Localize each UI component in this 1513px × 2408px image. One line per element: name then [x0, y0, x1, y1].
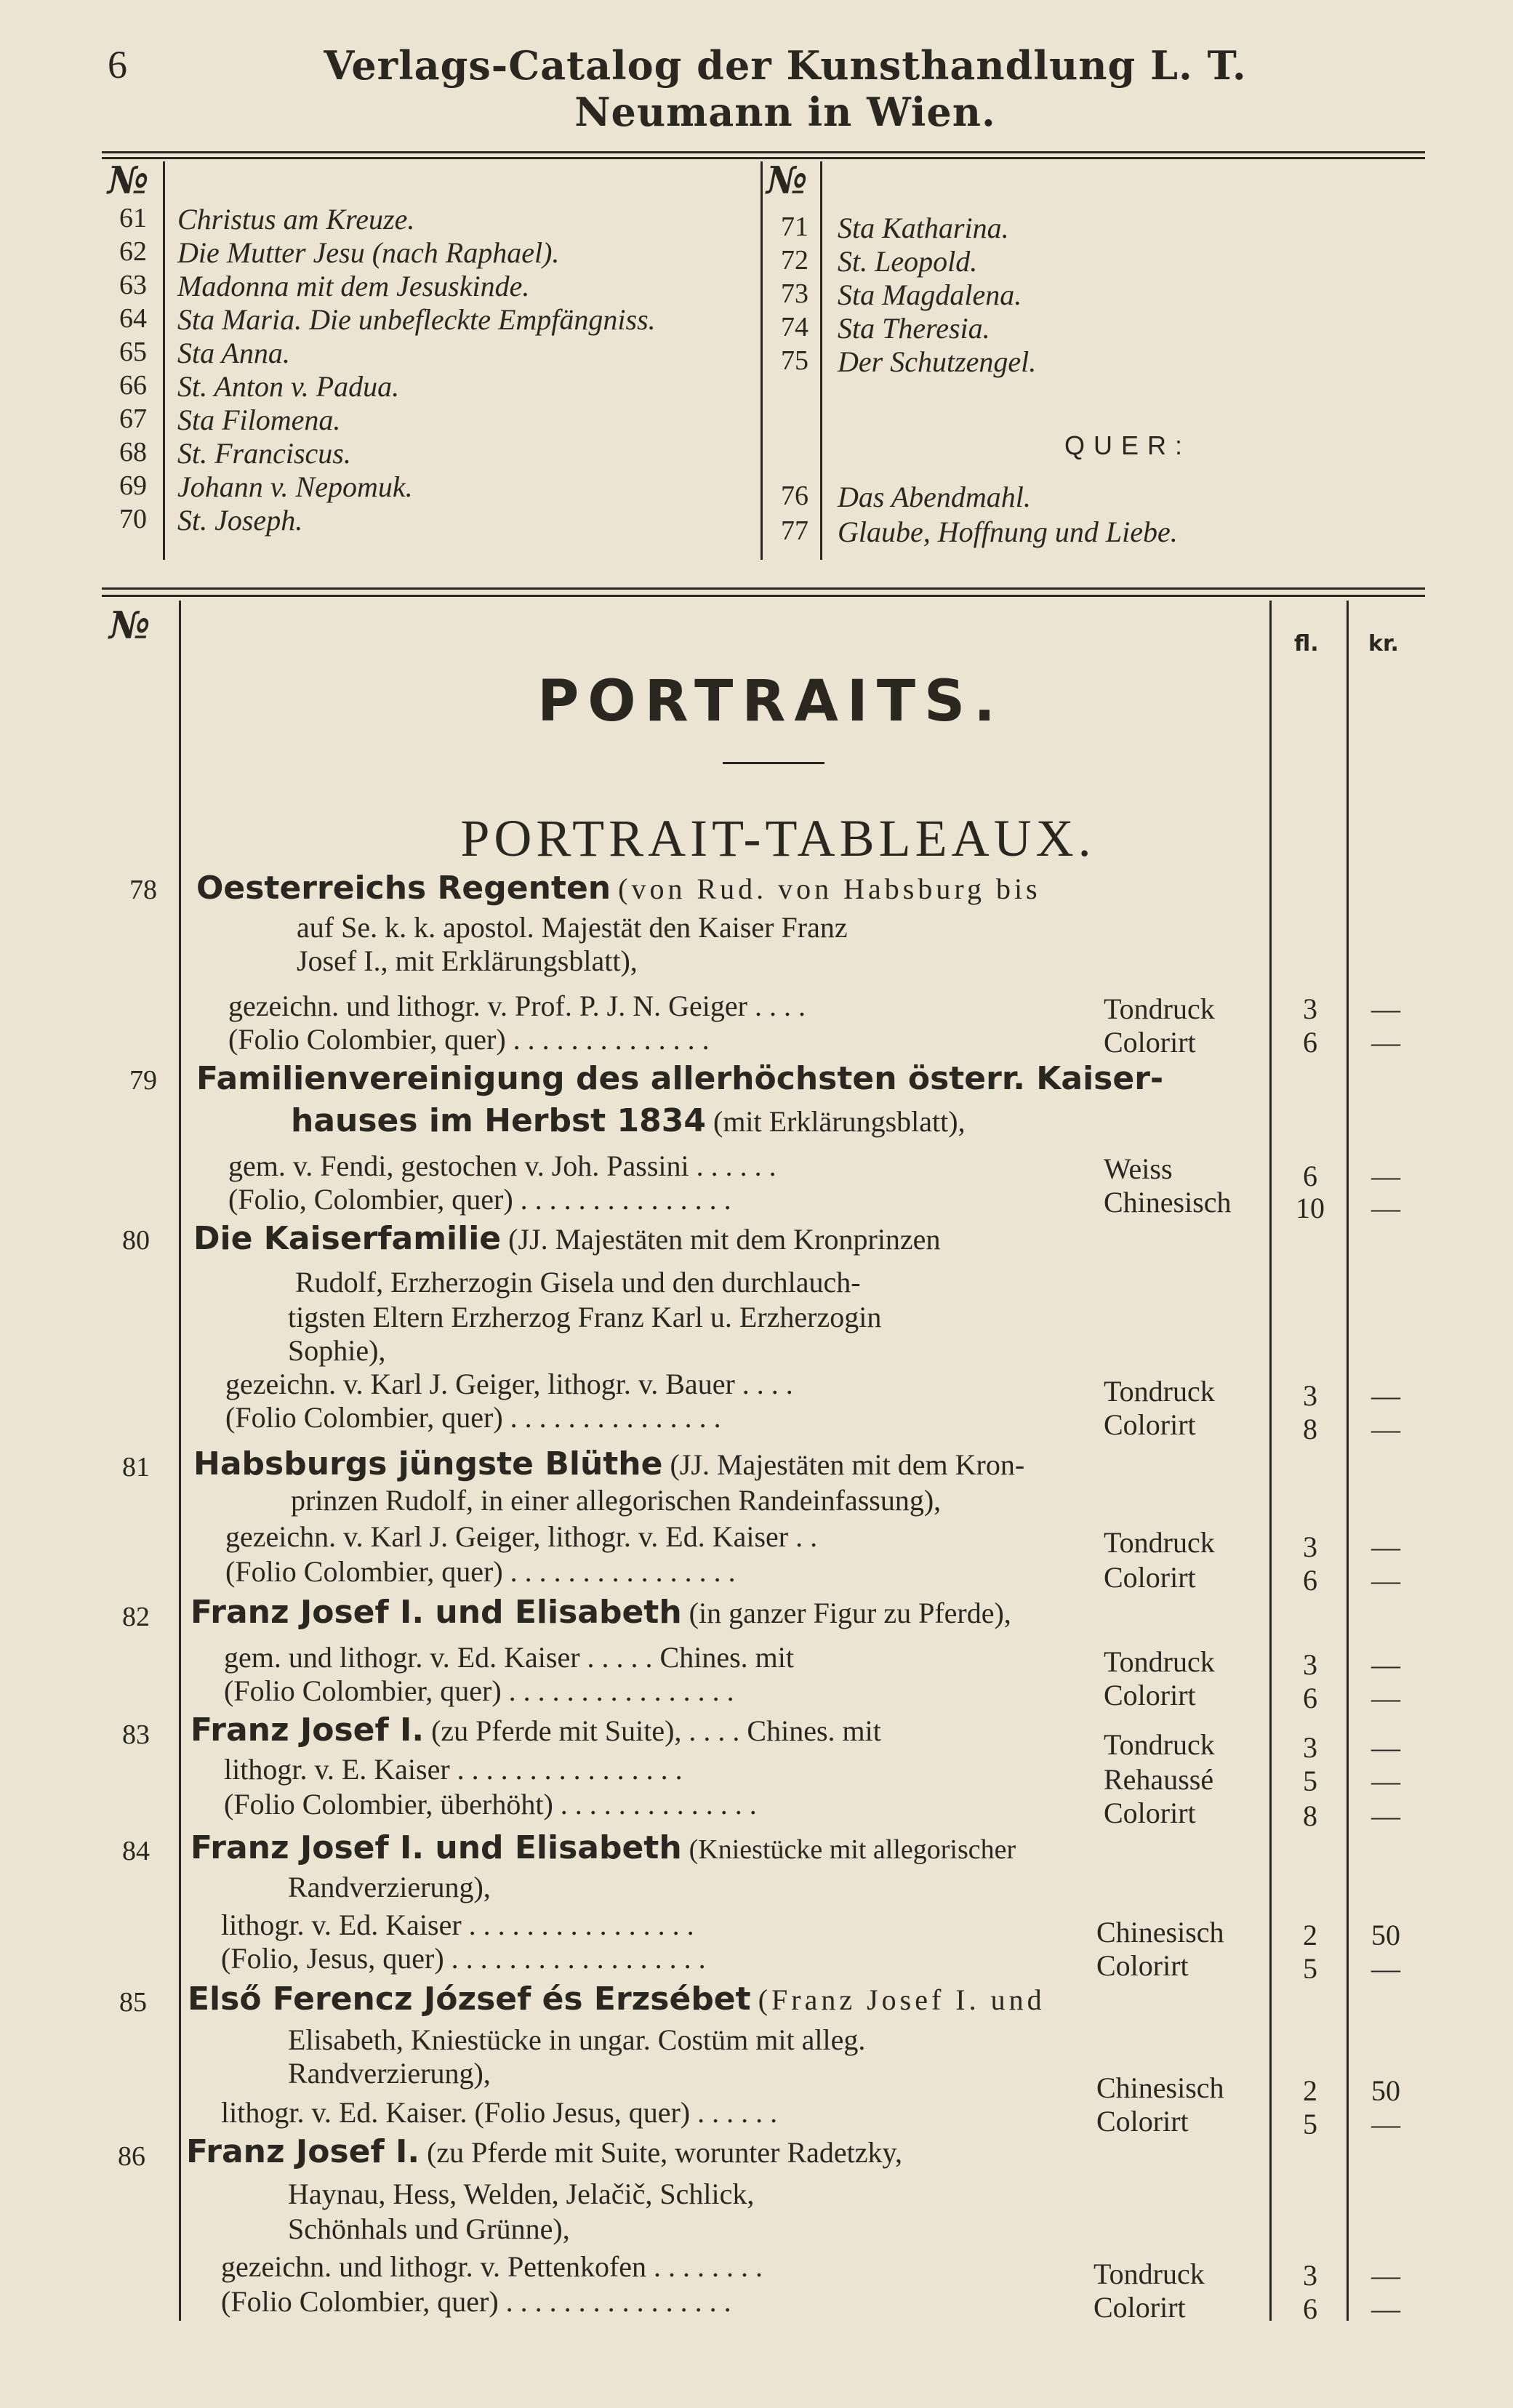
entry-text: Randverzierung), [288, 2057, 491, 2090]
price-kr: — [1371, 1413, 1400, 1445]
catalog-top-rule [102, 587, 1425, 590]
index-left-num-divider [163, 161, 165, 560]
price-fl: 3 [1303, 2259, 1317, 2292]
entry-text: (JJ. Majestäten mit dem Kron- [670, 1448, 1025, 1481]
variant-label: Chinesisch [1096, 1916, 1224, 1949]
entry-text: (mit Erklärungsblatt), [713, 1105, 966, 1138]
entry-line [190, 1594, 1011, 1631]
entry-title: Franz Josef I. [190, 1711, 425, 1749]
entry-text: prinzen Rudolf, in einer allegorischen Randeinfassung), [291, 1484, 942, 1517]
price-fl: 8 [1303, 1799, 1317, 1832]
entry-line [186, 2133, 902, 2170]
entry-number: 82 [122, 1602, 150, 1632]
index-title: Das Abendmahl. [838, 481, 1031, 513]
entry-text: (zu Pferde mit Suite), . . . . Chines. mit [431, 1714, 881, 1747]
variant-label: Colorirt [1104, 1408, 1196, 1441]
entry-number: 84 [122, 1836, 150, 1866]
variant-label: Colorirt [1104, 1026, 1196, 1059]
price-fl: 3 [1303, 1648, 1317, 1681]
index-title: Sta Maria. Die unbefleckte Empfängniss. [177, 303, 656, 336]
price-fl: 3 [1303, 1379, 1317, 1412]
entry-title: Habsburgs jüngste Blüthe [193, 1445, 663, 1482]
entry-text: gezeichn. v. Karl J. Geiger, lithogr. v. Ed. Kaiser . . [225, 1520, 818, 1553]
index-num: 75 [781, 345, 808, 376]
variant-label: Chinesisch [1104, 1186, 1232, 1219]
variant-label: Colorirt [1093, 2291, 1186, 2324]
entry-text: (Folio, Jesus, quer) . . . . . . . . . . . . . . . . . . [221, 1942, 706, 1975]
index-num: 74 [781, 312, 808, 342]
entry-title: Franz Josef I. [186, 2133, 420, 2170]
index-num: 67 [119, 404, 147, 434]
index-right-no-label: № [766, 158, 808, 203]
entry-number: 79 [129, 1065, 157, 1096]
index-num: 72 [781, 245, 808, 276]
entry-title: Familienvereinigung des allerhöchsten österr. Kaiser- [196, 1060, 1164, 1097]
catalog-top-rule-2 [102, 595, 1425, 597]
price-fl: 3 [1303, 992, 1317, 1025]
entry-text: (Folio Colombier, quer) . . . . . . . . . . . . . . . . [224, 1674, 734, 1707]
index-num: 76 [781, 481, 808, 511]
entry-text: (in ganzer Figur zu Pferde), [689, 1597, 1011, 1629]
price-kr: — [1371, 2259, 1400, 2292]
entry-text: Josef I., mit Erklärungsblatt), [297, 944, 638, 977]
index-num: 71 [781, 212, 808, 242]
entry-line [196, 1060, 1163, 1097]
index-title: Sta Magdalena. [838, 278, 1022, 311]
entry-number: 86 [118, 2141, 145, 2172]
index-title: Johann v. Nepomuk. [177, 470, 413, 503]
entry-text: Randverzierung), [288, 1871, 491, 1903]
price-kr: — [1371, 1799, 1400, 1832]
entry-text: Sophie), [288, 1334, 386, 1367]
price-kr: — [1371, 1026, 1400, 1059]
col-head-kr: kr. [1368, 631, 1399, 657]
entry-text: Elisabeth, Kniestücke in ungar. Costüm mit alleg. [288, 2023, 866, 2056]
entry-number: 78 [129, 875, 157, 905]
page-header-title: Verlags-Catalog der Kunsthandlung L. T. Neumann in Wien. [324, 42, 1247, 135]
index-num: 64 [119, 303, 147, 334]
entry-text: (zu Pferde mit Suite, worunter Radetzky, [427, 2136, 902, 2169]
entry-text: gezeichn. v. Karl J. Geiger, lithogr. v. Bauer . . . . [225, 1368, 793, 1400]
entry-text: (Franz Josef I. und [758, 1983, 1046, 2016]
catalog-fl-divider [1269, 601, 1272, 2321]
variant-label: Weiss [1104, 1152, 1173, 1185]
index-title: Sta Katharina. [838, 212, 1009, 244]
price-fl: 6 [1303, 1682, 1317, 1714]
index-left-no-label: № [108, 158, 149, 203]
price-kr: — [1371, 1952, 1400, 1985]
variant-label: Tondruck [1104, 1728, 1215, 1761]
price-kr: — [1371, 1731, 1400, 1764]
price-kr: — [1371, 992, 1400, 1025]
index-num: 63 [119, 270, 147, 300]
entry-line [190, 1711, 881, 1749]
index-title: Madonna mit dem Jesuskinde. [177, 270, 530, 302]
variant-label: Colorirt [1104, 1679, 1196, 1711]
index-num: 61 [119, 203, 147, 233]
variant-label: Tondruck [1104, 1526, 1215, 1559]
quer-label: QUER: [1064, 430, 1192, 460]
index-title: Glaube, Hoffnung und Liebe. [838, 515, 1178, 548]
index-num: 77 [781, 515, 808, 546]
entry-text: Rudolf, Erzherzogin Gisela und den durchlauch- [295, 1266, 861, 1299]
entry-text: (Folio Colombier, quer) . . . . . . . . . . . . . . . . [221, 2285, 731, 2318]
variant-label: Tondruck [1104, 992, 1215, 1025]
page-number: 6 [108, 43, 127, 87]
index-num: 73 [781, 278, 808, 309]
index-title: Sta Filomena. [177, 404, 341, 436]
price-kr: — [1371, 1530, 1400, 1563]
index-right-num-divider [820, 161, 822, 560]
entry-text: tigsten Eltern Erzherzog Franz Karl u. Erzherzogin [288, 1301, 882, 1333]
entry-title: hauses im Herbst 1834 [291, 1102, 706, 1139]
index-top-rule [102, 151, 1425, 153]
entry-line [193, 1220, 940, 1257]
entry-text: (Folio Colombier, quer) . . . . . . . . . . . . . . . [225, 1401, 721, 1434]
price-fl: 2 [1303, 2074, 1317, 2107]
price-kr: — [1371, 1765, 1400, 1797]
entry-text: (von Rud. von Habsburg bis [618, 872, 1041, 905]
price-fl: 10 [1296, 1192, 1325, 1224]
entry-text: (Folio Colombier, überhöht) . . . . . . . . . . . . . . [224, 1788, 757, 1821]
variant-label: Colorirt [1096, 2105, 1189, 2138]
index-title: Sta Anna. [177, 337, 290, 369]
index-num: 62 [119, 236, 147, 267]
entry-number: 80 [122, 1225, 150, 1256]
price-kr: — [1371, 2108, 1400, 2140]
price-fl: 5 [1303, 2108, 1317, 2140]
entry-line [188, 1980, 1046, 2018]
price-fl: 8 [1303, 1413, 1317, 1445]
price-kr: — [1371, 1682, 1400, 1714]
price-kr: — [1371, 1379, 1400, 1412]
entry-title: Első Ferencz József és Erzsébet [188, 1980, 751, 2018]
entry-title: Franz Josef I. und Elisabeth [190, 1594, 682, 1631]
subsection-title: PORTRAIT-TABLEAUX. [460, 809, 1096, 867]
variant-label: Rehaussé [1104, 1763, 1214, 1796]
index-top-rule-2 [102, 157, 1425, 159]
entry-line [291, 1102, 966, 1139]
entry-text: (Folio Colombier, quer) . . . . . . . . . . . . . . . . [225, 1555, 736, 1588]
price-fl: 6 [1303, 1160, 1317, 1192]
entry-number: 81 [122, 1452, 150, 1482]
variant-label: Colorirt [1104, 1561, 1196, 1594]
entry-text: lithogr. v. Ed. Kaiser . . . . . . . . . . . . . . . . [221, 1909, 694, 1941]
price-kr: — [1371, 2292, 1400, 2325]
price-kr: — [1371, 1192, 1400, 1224]
index-title: St. Leopold. [838, 245, 978, 278]
price-fl: 2 [1303, 1919, 1317, 1951]
entry-title: Oesterreichs Regenten [196, 870, 611, 907]
index-title: Christus am Kreuze. [177, 203, 415, 236]
index-num: 69 [119, 470, 147, 501]
variant-label: Colorirt [1096, 1949, 1189, 1982]
price-kr: — [1371, 1648, 1400, 1681]
entry-text: Schönhals und Grünne), [288, 2212, 570, 2245]
price-fl: 6 [1303, 1564, 1317, 1597]
entry-title: Die Kaiserfamilie [193, 1220, 502, 1257]
entry-text: auf Se. k. k. apostol. Majestät den Kaiser Franz [297, 911, 848, 944]
price-fl: 3 [1303, 1530, 1317, 1563]
entry-text: (JJ. Majestäten mit dem Kronprinzen [508, 1223, 941, 1256]
section-title: PORTRAITS. [537, 669, 1004, 734]
section-divider [723, 762, 824, 764]
variant-label: Colorirt [1104, 1797, 1196, 1829]
catalog-no-label: № [109, 603, 151, 648]
price-fl: 3 [1303, 1731, 1317, 1764]
price-kr: 50 [1371, 1919, 1400, 1951]
col-head-fl: fl. [1294, 631, 1319, 657]
price-fl: 6 [1303, 2292, 1317, 2325]
index-title: St. Anton v. Padua. [177, 370, 400, 403]
entry-text: gezeichn. und lithogr. v. Pettenkofen . . . . . . . . [221, 2250, 763, 2283]
index-title: St. Joseph. [177, 504, 303, 537]
variant-label: Tondruck [1104, 1645, 1215, 1678]
index-num: 66 [119, 370, 147, 401]
price-kr: — [1371, 1160, 1400, 1192]
catalog-kr-divider [1347, 601, 1349, 2321]
entry-number: 85 [119, 1987, 147, 2018]
index-title: Die Mutter Jesu (nach Raphael). [177, 236, 560, 269]
entry-text: Haynau, Hess, Welden, Jelačič, Schlick, [288, 2178, 755, 2210]
entry-text: gem. v. Fendi, gestochen v. Joh. Passini . . . . . . [228, 1149, 776, 1182]
index-title: St. Franciscus. [177, 437, 351, 470]
price-fl: 5 [1303, 1952, 1317, 1985]
variant-label: Tondruck [1093, 2258, 1205, 2290]
entry-number: 83 [122, 1719, 150, 1750]
entry-line [190, 1829, 1016, 1866]
index-title: Sta Theresia. [838, 312, 990, 345]
entry-text: gezeichn. und lithogr. v. Prof. P. J. N. Geiger . . . . [228, 990, 806, 1022]
variant-label: Chinesisch [1096, 2071, 1224, 2104]
entry-text: (Folio Colombier, quer) . . . . . . . . . . . . . . [228, 1023, 710, 1056]
entry-line [196, 870, 1041, 907]
entry-text: lithogr. v. E. Kaiser . . . . . . . . . . . . . . . . [224, 1753, 683, 1786]
index-num: 65 [119, 337, 147, 367]
entry-text: lithogr. v. Ed. Kaiser. (Folio Jesus, quer) . . . . . . [221, 2096, 778, 2129]
price-kr: 50 [1371, 2074, 1400, 2107]
price-kr: — [1371, 1564, 1400, 1597]
entry-text: (Folio, Colombier, quer) . . . . . . . . . . . . . . . [228, 1183, 731, 1216]
index-title: Der Schutzengel. [838, 345, 1037, 378]
variant-label: Tondruck [1104, 1375, 1215, 1408]
entry-title: Franz Josef I. und Elisabeth [190, 1829, 682, 1866]
entry-text: gem. und lithogr. v. Ed. Kaiser . . . . . Chines. mit [224, 1641, 795, 1674]
entry-text: (Kniestücke mit allegorischer [689, 1834, 1016, 1865]
price-fl: 6 [1303, 1026, 1317, 1059]
entry-line [193, 1445, 1024, 1482]
index-num: 70 [119, 504, 147, 534]
catalog-num-divider [179, 601, 181, 2321]
price-fl: 5 [1303, 1765, 1317, 1797]
index-num: 68 [119, 437, 147, 467]
